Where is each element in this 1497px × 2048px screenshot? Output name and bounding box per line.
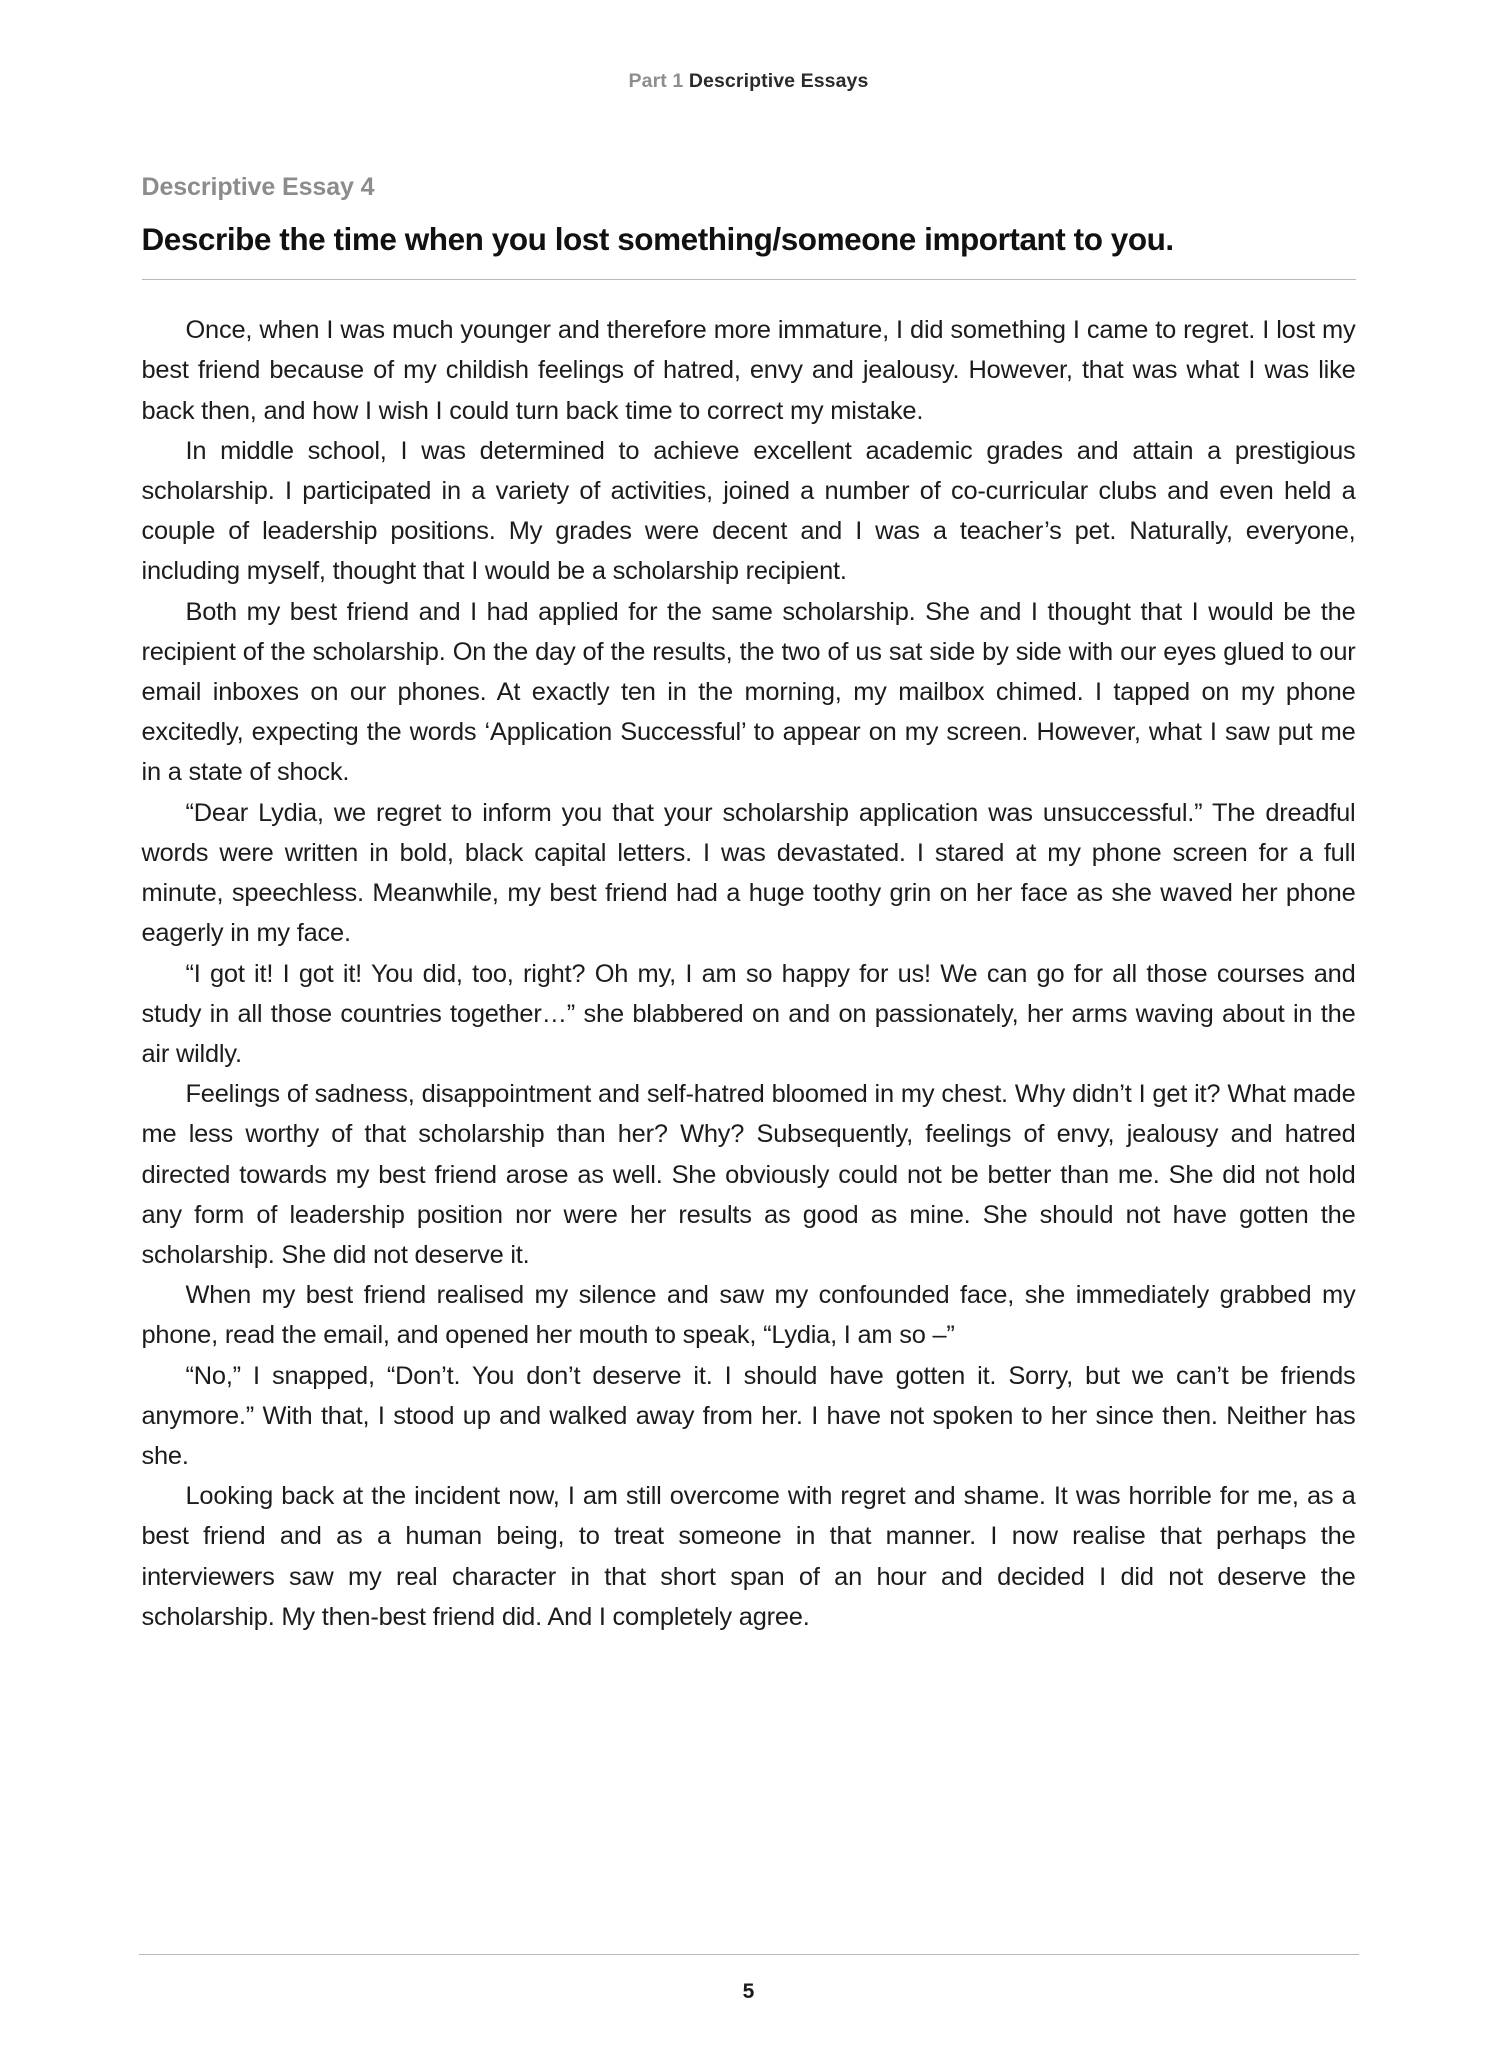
- essay-paragraph: When my best friend realised my silence and saw my confounded face, she immediately grabbed my phone, read the email, and opened her mouth to speak, “Lydia, I am so –”: [141, 1281, 1356, 1350]
- essay-paragraph: In middle school, I was determined to achieve excellent academic grades and attain a prestigious scholarship. I participated in a variety of activities, joined a number of co-curricular clubs and even held a couple of leadership positions. My grades were decent and I was a teacher’s pet. Naturally, everyone, including myself, thought that I would be a scholarship recipient.: [141, 436, 1356, 586]
- running-header-part-label: Part 1: [628, 70, 684, 92]
- essay-body: [142, 310, 1356, 1637]
- essay-paragraph: Feelings of sadness, disappointment and self-hatred bloomed in my chest. Why didn’t I get it? What made me less worthy of that scholarship than her? Why? Subsequently, feelings of envy, jealousy and hatred directed towards my best friend arose as well. She obviously could not be better than me. She did not hold any form of leadership position nor were her results as good as mine. She should not have gotten the scholarship. She did not deserve it.: [141, 1080, 1356, 1269]
- essay-content: [139, 92, 1359, 1955]
- essay-paragraph: “I got it! I got it! You did, too, right? Oh my, I am so happy for us! We can go for all those courses and study in all those countries together…” she blabbered on and on passionately, her arms waving about in the air wildly.: [141, 959, 1356, 1068]
- footer-divider: [139, 1954, 1359, 1955]
- essay-paragraph: Both my best friend and I had applied for the same scholarship. She and I thought that I would be the recipient of the scholarship. On the day of the results, the two of us sat side by side with our eyes glued to our email inboxes on our phones. At exactly ten in the morning, my mailbox chimed. I tapped on my phone excitedly, expecting the words ‘Application Successful’ to appear on my screen. However, what I saw put me in a state of shock.: [141, 597, 1356, 787]
- essay-paragraph: “Dear Lydia, we regret to inform you that your scholarship application was unsuccessful.” The dreadful words were written in bold, black capital letters. I was devastated. I stared at my phone screen for a full minute, speechless. Meanwhile, my best friend had a huge toothy grin on her face as she waved her phone eagerly in my face.: [141, 798, 1356, 948]
- essay-paragraph: “No,” I snapped, “Don’t. You don’t deserve it. I should have gotten it. Sorry, but we can’t be friends anymore.” With that, I stood up and walked away from her. I have not spoken to her since then. Neither has she.: [141, 1361, 1356, 1470]
- running-header-part-title: Descriptive Essays: [688, 70, 869, 92]
- page-number: 5: [742, 1980, 755, 2003]
- essay-title: Describe the time when you lost something/someone important to you.: [141, 221, 1174, 257]
- essay-eyebrow: Descriptive Essay 4: [141, 172, 375, 201]
- essay-paragraph: Looking back at the incident now, I am still overcome with regret and shame. It was horrible for me, as a best friend and as a human being, to treat someone in that manner. I now realise that perhaps the interviewers saw my real character in that short span of an hour and decided I did not deserve the scholarship. My then-best friend did. And I completely agree.: [141, 1482, 1356, 1631]
- running-header: [0, 72, 1497, 92]
- page-footer: [139, 1954, 1359, 2048]
- title-divider: [142, 279, 1356, 280]
- essay-paragraph: Once, when I was much younger and therefore more immature, I did something I came to regret. I lost my best friend because of my childish feelings of hatred, envy and jealousy. However, that was what I was like back then, and how I wish I could turn back time to correct my mistake.: [141, 316, 1356, 425]
